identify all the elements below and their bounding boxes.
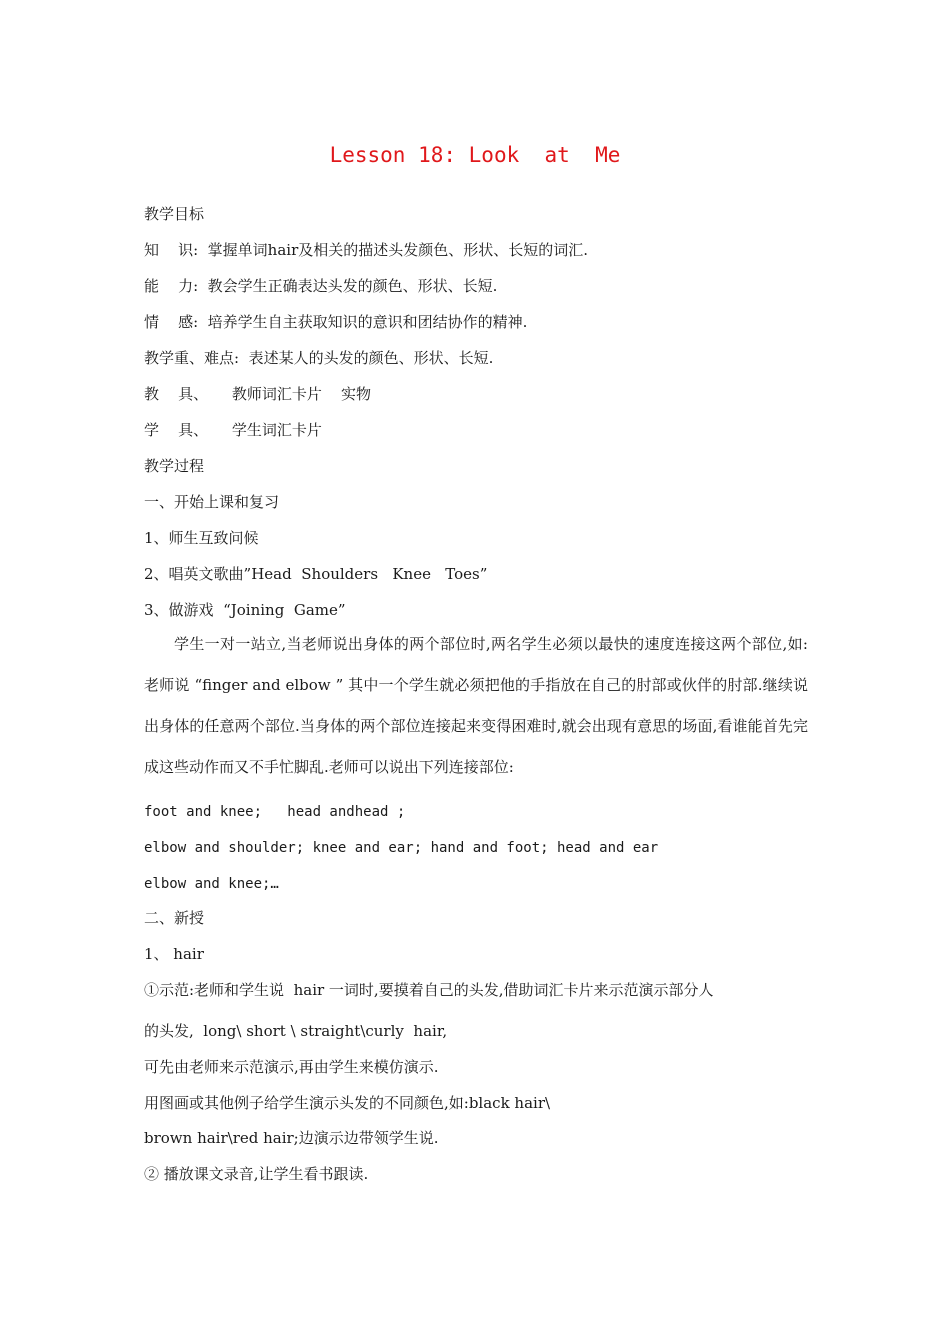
ability-goal: 能 力: 教会学生正确表达头发的颜色、形状、长短. bbox=[144, 277, 498, 295]
demo-line-5: brown hair\red hair;边演示边带领学生说. bbox=[144, 1129, 439, 1147]
demo-line-2: 的头发, long\ short \ straight\curly hair, bbox=[144, 1022, 448, 1040]
step-three: 3、做游戏 “Joining Game” bbox=[144, 601, 346, 619]
demo-line-1: ①示范:老师和学生说 hair 一词时,要摸着自己的头发,借助词汇卡片来示范演示部分人 bbox=[144, 981, 714, 999]
section-two-heading: 二、新授 bbox=[144, 909, 205, 927]
demo-line-4: 用图画或其他例子给学生演示头发的不同颜色,如:black hair\ bbox=[144, 1094, 551, 1112]
section-one-heading: 一、开始上课和复习 bbox=[144, 493, 280, 511]
teacher-tools: 教 具、 教师词汇卡片 实物 bbox=[144, 385, 371, 403]
demo-line-3: 可先由老师来示范演示,再由学生来模仿演示. bbox=[144, 1058, 439, 1076]
pairs-line-1: foot and knee; head andhead ; bbox=[144, 804, 406, 820]
student-tools: 学 具、 学生词汇卡片 bbox=[144, 421, 322, 439]
lesson-title: Lesson 18: Look at Me bbox=[329, 143, 621, 167]
goals-heading: 教学目标 bbox=[144, 205, 205, 223]
emotion-goal: 情 感: 培养学生自主获取知识的意识和团结协作的精神. bbox=[144, 313, 528, 331]
knowledge-goal: 知 识: 掌握单词hair及相关的描述头发颜色、形状、长短的词汇. bbox=[144, 241, 589, 259]
new-word-hair: 1、 hair bbox=[144, 945, 204, 963]
step-one: 1、师生互致问候 bbox=[144, 529, 259, 547]
key-points: 教学重、难点: 表述某人的头发的颜色、形状、长短. bbox=[144, 349, 494, 367]
game-paragraph: 学生一对一站立,当老师说出身体的两个部位时,两名学生必须以最快的速度连接这两个部位,如:老师说 “finger and elbow ” 其中一个学生就必须把他的手指放在自己的肘部或伙伴的肘部.继续说出身体的任意两个部位.当身体的两个部位连接起来变得困难时,就会出现有意思的场面,看谁能首先完成这些动作而又不手忙脚乱.老师可以说出下列连接部位: bbox=[144, 635, 808, 776]
pairs-line-3: elbow and knee;… bbox=[144, 876, 279, 892]
pairs-line-2: elbow and shoulder; knee and ear; hand and foot; head and ear bbox=[144, 840, 659, 856]
process-heading: 教学过程 bbox=[144, 457, 205, 475]
step-two: 2、唱英文歌曲”Head Shoulders Knee Toes” bbox=[144, 565, 488, 583]
play-recording: ② 播放课文录音,让学生看书跟读. bbox=[144, 1165, 369, 1183]
